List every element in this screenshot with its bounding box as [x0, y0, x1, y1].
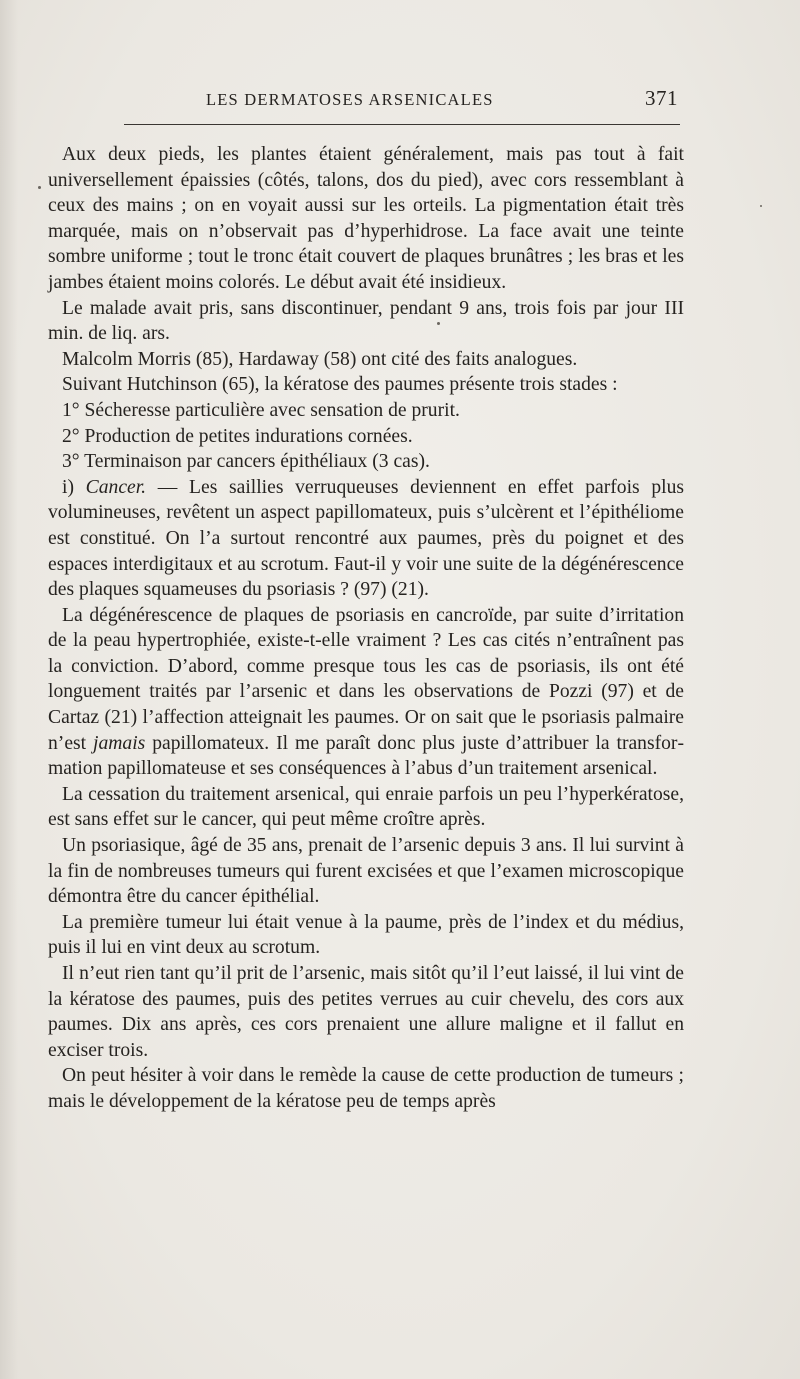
header-rule	[124, 124, 680, 125]
paper-speck	[38, 186, 41, 189]
paragraph-hutchinson-stages: Suivant Hutchinson (65), la kératose des paumes présente trois stades :	[62, 374, 618, 396]
page-number: 371	[645, 86, 678, 110]
paper-speck	[760, 205, 762, 207]
list-item-stage-2: 2° Production de petites indurations cornées.	[62, 425, 413, 447]
paragraph-patient-dosage: Le malade avait pris, sans discontinuer, pendant 9 ans, trois fois par jour III min. de liq. ars.	[48, 297, 684, 345]
paragraph-psoriasis-case: Un psoriasique, âgé de 35 ans, prenait de l’arsenic depuis 3 ans. Il lui survint à la fin de nombreuses tumeurs qui furent excisées et que l’examen microscopique démontra être du cancer épithélial.	[48, 835, 684, 908]
emphasis-jamais: jamais	[93, 732, 146, 754]
body-text	[48, 142, 684, 1115]
paragraph-psoriasis-text-after: papillomateux. Il me paraît donc plus juste d’attribuer la transformation papillomateuse et ses conséquences à l’abus d’un traitement arsenical.	[48, 732, 684, 780]
paragraph-treatment-cessation: La cessation du traitement arsenical, qui enraie parfois un peu l’hyperkératose, est sans effet sur le cancer, qui peut même croître après.	[48, 783, 684, 831]
paragraph-feet-description: Aux deux pieds, les plantes étaient généralement, mais pas tout à fait universellement épaissies (côtés, talons, dos du pied), avec cors ressemblant à ceux des mains ; on en voyait aussi sur les orteils. La pigmentation était très marquée, mais on n’observait pas d’hyperhidrose. La face avait une teinte sombre uniforme ; tout le tronc était couvert de plaques brunâtres ; les bras et les jambes étaient moins colorés. Le début avait été insidieux.	[48, 144, 684, 293]
page-edge-shadow	[0, 0, 18, 1379]
paper-speck	[437, 322, 440, 325]
running-title: LES DERMATOSES ARSENICALES	[206, 90, 494, 109]
paragraph-psoriasis-text-before: La dégénérescence de plaques de psoriasis en cancroïde, par suite d’irritation de la peau hypertrophiée, existe-t-elle vraiment ? Les cas cités n’entraînent pas la conviction. D’abord, comme presque tous les cas de psoriasis, ils ont été longuement traités par l’arsenic et dans les observations de Pozzi (97) et de Cartaz (21) l’affection atteignait les paumes. Or on sait que le psoriasis palmaire n’est	[48, 604, 684, 754]
paragraph-remedy-cause: On peut hésiter à voir dans le remède la cause de cette production de tumeurs ; mais le développement de la kératose peu de temps après	[48, 1065, 684, 1112]
paragraph-analogous-cases: Malcolm Morris (85), Hardaway (58) ont cité des faits analogues.	[62, 348, 578, 370]
paragraph-psoriasis-degeneration	[48, 603, 684, 782]
page-header	[52, 88, 682, 118]
section-heading-cancer: Cancer.	[85, 476, 147, 498]
paragraph-first-tumor: La première tumeur lui était venue à la paume, près de l’index et du médius, puis il lui en vint deux au scrotum.	[48, 911, 684, 959]
list-item-stage-3: 3° Terminaison par cancers épithéliaux (3 cas).	[62, 451, 430, 473]
section-marker: i)	[62, 476, 86, 498]
paragraph-cancer-text: — Les saillies verruqueuses deviennent en effet parfois plus volumineuses, revêtent un aspect papillomateux, puis s’ulcèrent et l’épithéliome est constitué. On l’a surtout rencontré aux paumes, près du poignet et des espaces interdigitaux et au scrotum. Faut-il y voir une suite de la dégénérescence des plaques squameuses du psoriasis ? (97) (21).	[48, 476, 684, 601]
paragraph-after-arsenic: Il n’eut rien tant qu’il prit de l’arsenic, mais sitôt qu’il l’eut laissé, il lui vint de la kératose des paumes, puis des petites verrues au cuir chevelu, des cors aux paumes. Dix ans après, ces cors prenaient une allure maligne et il fallut en exciser trois.	[48, 963, 684, 1061]
list-item-stage-1: 1° Sécheresse particulière avec sensation de prurit.	[62, 399, 460, 421]
paragraph-cancer	[48, 475, 684, 603]
